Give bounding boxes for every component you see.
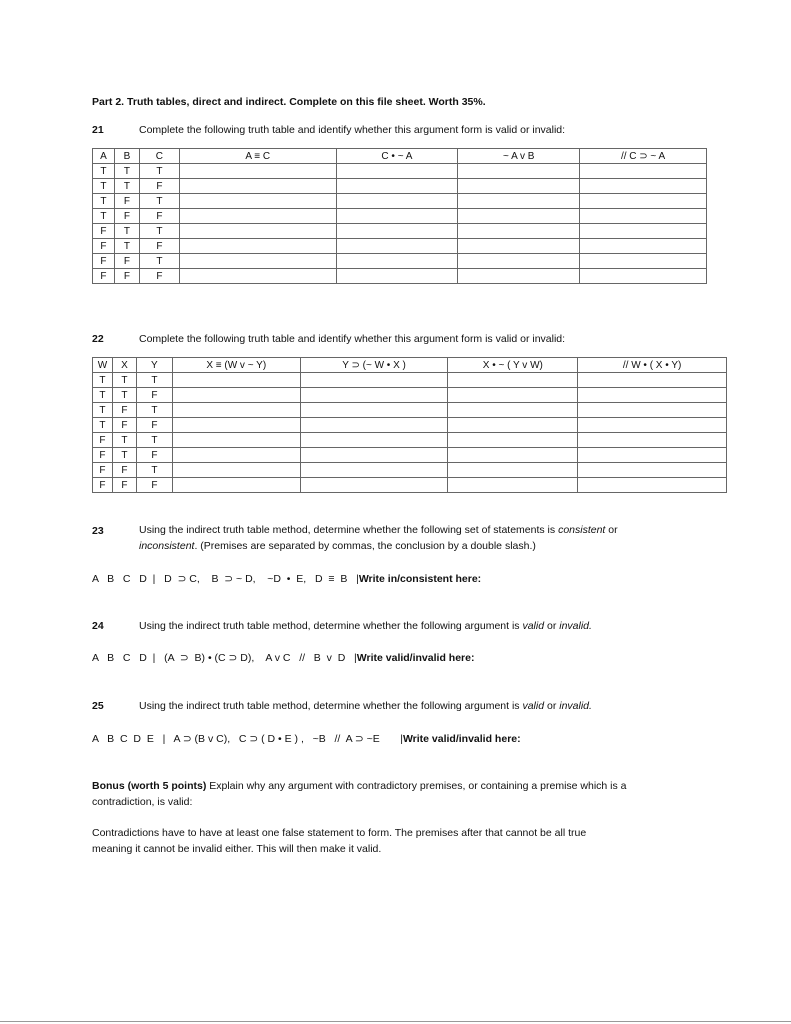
answer-cell[interactable] — [448, 388, 578, 403]
cell-b: F — [114, 209, 139, 224]
cell-b: F — [114, 269, 139, 284]
answer-cell[interactable] — [578, 448, 727, 463]
col-header-a: A — [93, 149, 115, 164]
answer-cell[interactable] — [172, 478, 300, 493]
cell-c: T — [139, 194, 179, 209]
table-row — [93, 478, 727, 493]
answer-cell[interactable] — [179, 179, 336, 194]
col-header-y: Y — [136, 358, 172, 373]
q24-prompt-a: Using the indirect truth table method, determine whether the following argument is — [139, 620, 523, 632]
answer-cell[interactable] — [458, 209, 580, 224]
q23-prompt-c: or — [605, 524, 618, 536]
q25-prompt-c: or — [544, 700, 560, 712]
answer-cell[interactable] — [179, 269, 336, 284]
col-header-w: W — [93, 358, 113, 373]
q25-write-label: Write valid/invalid here: — [402, 733, 521, 745]
col-header-premise-1: X ≡ (W v ~ Y) — [172, 358, 300, 373]
cell-a: F — [93, 224, 115, 239]
cell-x: F — [112, 403, 136, 418]
answer-cell[interactable] — [179, 239, 336, 254]
bonus-prompt-line1: Explain why any argument with contradictory premises, or containing a premise which is a — [206, 780, 627, 792]
q25-prompt-valid: valid — [522, 700, 545, 712]
table-row — [93, 269, 707, 284]
answer-cell[interactable] — [578, 478, 727, 493]
table-row — [93, 209, 707, 224]
cell-y: T — [136, 433, 172, 448]
table-row — [93, 433, 727, 448]
q25-formula-line — [92, 733, 521, 745]
bonus-answer-line2: meaning it cannot be invalid either. This will then make it valid. — [92, 843, 382, 855]
cell-x: F — [112, 418, 136, 433]
answer-cell[interactable] — [336, 194, 458, 209]
answer-cell[interactable] — [578, 373, 727, 388]
q25-prompt-invalid: invalid. — [559, 700, 592, 712]
q24-prompt-c: or — [544, 620, 560, 632]
cell-w: F — [93, 463, 113, 478]
cell-y: T — [136, 403, 172, 418]
answer-cell[interactable] — [172, 448, 300, 463]
table-row — [93, 418, 727, 433]
answer-cell[interactable] — [179, 194, 336, 209]
cell-c: T — [139, 164, 179, 179]
answer-cell[interactable] — [300, 403, 448, 418]
table-row — [93, 463, 727, 478]
cell-w: T — [93, 403, 113, 418]
q23-prompt-consistent: consistent — [558, 524, 606, 536]
col-header-premise-2: C • ~ A — [336, 149, 458, 164]
answer-cell[interactable] — [580, 269, 707, 284]
answer-cell[interactable] — [300, 463, 448, 478]
col-header-conclusion: // W • ( X • Y) — [578, 358, 727, 373]
answer-cell[interactable] — [458, 224, 580, 239]
answer-cell[interactable] — [336, 239, 458, 254]
cell-a: T — [93, 179, 115, 194]
q23-number: 23 — [92, 525, 104, 537]
q24-formula-line — [92, 652, 474, 664]
q23-prompt-inconsistent: inconsistent — [139, 540, 195, 552]
q25-number: 25 — [92, 700, 104, 712]
col-header-conclusion: // C ⊃ ~ A — [580, 149, 707, 164]
answer-cell[interactable] — [336, 269, 458, 284]
cell-c: T — [139, 224, 179, 239]
cell-x: T — [112, 433, 136, 448]
q25-prompt-a: Using the indirect truth table method, determine whether the following argument is — [139, 700, 523, 712]
answer-cell[interactable] — [458, 179, 580, 194]
cell-c: T — [139, 254, 179, 269]
answer-cell[interactable] — [300, 388, 448, 403]
answer-cell[interactable] — [179, 164, 336, 179]
cell-a: F — [93, 239, 115, 254]
answer-cell[interactable] — [300, 448, 448, 463]
answer-cell[interactable] — [179, 224, 336, 239]
answer-cell[interactable] — [580, 164, 707, 179]
answer-cell[interactable] — [172, 388, 300, 403]
q21-truth-table — [92, 148, 707, 284]
answer-cell[interactable] — [458, 254, 580, 269]
bonus-label: Bonus (worth 5 points) — [92, 780, 207, 792]
table-header-row — [93, 358, 727, 373]
cell-a: F — [93, 269, 115, 284]
answer-cell[interactable] — [580, 224, 707, 239]
answer-cell[interactable] — [578, 403, 727, 418]
cell-a: F — [93, 254, 115, 269]
answer-cell[interactable] — [458, 239, 580, 254]
col-header-x: X — [112, 358, 136, 373]
cell-w: T — [93, 373, 113, 388]
q24-prompt-invalid: invalid. — [559, 620, 592, 632]
cell-x: T — [112, 373, 136, 388]
cell-w: T — [93, 388, 113, 403]
cell-y: F — [136, 478, 172, 493]
cell-b: T — [114, 164, 139, 179]
answer-cell[interactable] — [448, 463, 578, 478]
answer-cell[interactable] — [580, 179, 707, 194]
answer-cell[interactable] — [172, 433, 300, 448]
answer-cell[interactable] — [580, 239, 707, 254]
answer-cell[interactable] — [179, 209, 336, 224]
q22-number: 22 — [92, 333, 104, 345]
cell-w: T — [93, 418, 113, 433]
cell-y: F — [136, 388, 172, 403]
q22-prompt: Complete the following truth table and identify whether this argument form is valid or invalid: — [139, 333, 566, 345]
col-header-b: B — [114, 149, 139, 164]
q23-write-label: Write in/consistent here: — [358, 573, 482, 585]
table-row — [93, 373, 727, 388]
answer-cell[interactable] — [336, 179, 458, 194]
answer-cell[interactable] — [448, 418, 578, 433]
cell-c: F — [139, 269, 179, 284]
answer-cell[interactable] — [578, 418, 727, 433]
q24-formula: A B C D | (A ⊃ B) • (C ⊃ D), A v C // B v D | — [92, 652, 357, 664]
cell-a: T — [93, 164, 115, 179]
answer-cell[interactable] — [300, 433, 448, 448]
answer-cell[interactable] — [172, 403, 300, 418]
cell-b: T — [114, 179, 139, 194]
cell-a: T — [93, 209, 115, 224]
answer-cell[interactable] — [172, 463, 300, 478]
answer-cell[interactable] — [578, 388, 727, 403]
answer-cell[interactable] — [300, 478, 448, 493]
cell-x: F — [112, 463, 136, 478]
bonus-answer-line1: Contradictions have to have at least one false statement to form. The premises after that cannot be all true — [92, 827, 587, 839]
page-bottom-border — [0, 1021, 791, 1022]
answer-cell[interactable] — [300, 418, 448, 433]
answer-cell[interactable] — [300, 373, 448, 388]
answer-cell[interactable] — [448, 448, 578, 463]
q25-formula: A B C D E | A ⊃ (B v C), C ⊃ ( D • E ) , ~B // A ⊃ ~E | — [92, 733, 403, 745]
cell-y: F — [136, 448, 172, 463]
answer-cell[interactable] — [578, 433, 727, 448]
q23-prompt — [139, 522, 709, 554]
q23-formula: A B C D | D ⊃ C, B ⊃ ~ D, ~D • E, D ≡ B | — [92, 573, 359, 585]
answer-cell[interactable] — [172, 373, 300, 388]
part-heading: Part 2. Truth tables, direct and indirect. Complete on this file sheet. Worth 35%. — [92, 96, 486, 108]
cell-c: F — [139, 209, 179, 224]
q24-write-label: Write valid/invalid here: — [356, 652, 475, 664]
q23-formula-line — [92, 573, 481, 585]
answer-cell[interactable] — [448, 403, 578, 418]
table-row — [93, 224, 707, 239]
answer-cell[interactable] — [458, 194, 580, 209]
bonus-answer[interactable] — [92, 825, 712, 857]
cell-b: F — [114, 254, 139, 269]
table-row — [93, 448, 727, 463]
answer-cell[interactable] — [179, 254, 336, 269]
table-row — [93, 164, 707, 179]
answer-cell[interactable] — [458, 269, 580, 284]
q23-prompt-e: . (Premises are separated by commas, the conclusion by a double slash.) — [194, 540, 536, 552]
cell-w: F — [93, 478, 113, 493]
cell-x: T — [112, 388, 136, 403]
col-header-c: C — [139, 149, 179, 164]
bonus-prompt-line2: contradiction, is valid: — [92, 796, 193, 808]
cell-y: F — [136, 418, 172, 433]
cell-c: F — [139, 239, 179, 254]
answer-cell[interactable] — [458, 164, 580, 179]
col-header-premise-3: X • ~ ( Y v W) — [448, 358, 578, 373]
cell-w: F — [93, 433, 113, 448]
answer-cell[interactable] — [578, 463, 727, 478]
cell-b: T — [114, 224, 139, 239]
table-row — [93, 239, 707, 254]
answer-cell[interactable] — [336, 254, 458, 269]
answer-cell[interactable] — [448, 373, 578, 388]
answer-cell[interactable] — [336, 224, 458, 239]
cell-x: F — [112, 478, 136, 493]
q23-prompt-a: Using the indirect truth table method, determine whether the following set of statements is — [139, 524, 559, 536]
table-row — [93, 403, 727, 418]
answer-cell[interactable] — [580, 194, 707, 209]
cell-y: T — [136, 463, 172, 478]
table-row — [93, 194, 707, 209]
answer-cell[interactable] — [580, 209, 707, 224]
answer-cell[interactable] — [336, 164, 458, 179]
col-header-premise-3: ~ A v B — [458, 149, 580, 164]
table-header-row — [93, 149, 707, 164]
answer-cell[interactable] — [172, 418, 300, 433]
q25-prompt — [139, 700, 592, 712]
q22-truth-table — [92, 357, 727, 493]
cell-a: T — [93, 194, 115, 209]
q24-prompt — [139, 620, 592, 632]
q21-number: 21 — [92, 124, 104, 136]
col-header-premise-2: Y ⊃ (~ W • X ) — [300, 358, 448, 373]
q21-prompt: Complete the following truth table and identify whether this argument form is valid or invalid: — [139, 124, 566, 136]
cell-w: F — [93, 448, 113, 463]
cell-y: T — [136, 373, 172, 388]
q24-prompt-valid: valid — [522, 620, 545, 632]
cell-b: F — [114, 194, 139, 209]
q24-number: 24 — [92, 620, 104, 632]
answer-cell[interactable] — [580, 254, 707, 269]
answer-cell[interactable] — [448, 478, 578, 493]
table-row — [93, 388, 727, 403]
col-header-premise-1: A ≡ C — [179, 149, 336, 164]
cell-x: T — [112, 448, 136, 463]
answer-cell[interactable] — [448, 433, 578, 448]
cell-c: F — [139, 179, 179, 194]
table-row — [93, 179, 707, 194]
answer-cell[interactable] — [336, 209, 458, 224]
bonus-prompt — [92, 778, 712, 810]
table-row — [93, 254, 707, 269]
cell-b: T — [114, 239, 139, 254]
